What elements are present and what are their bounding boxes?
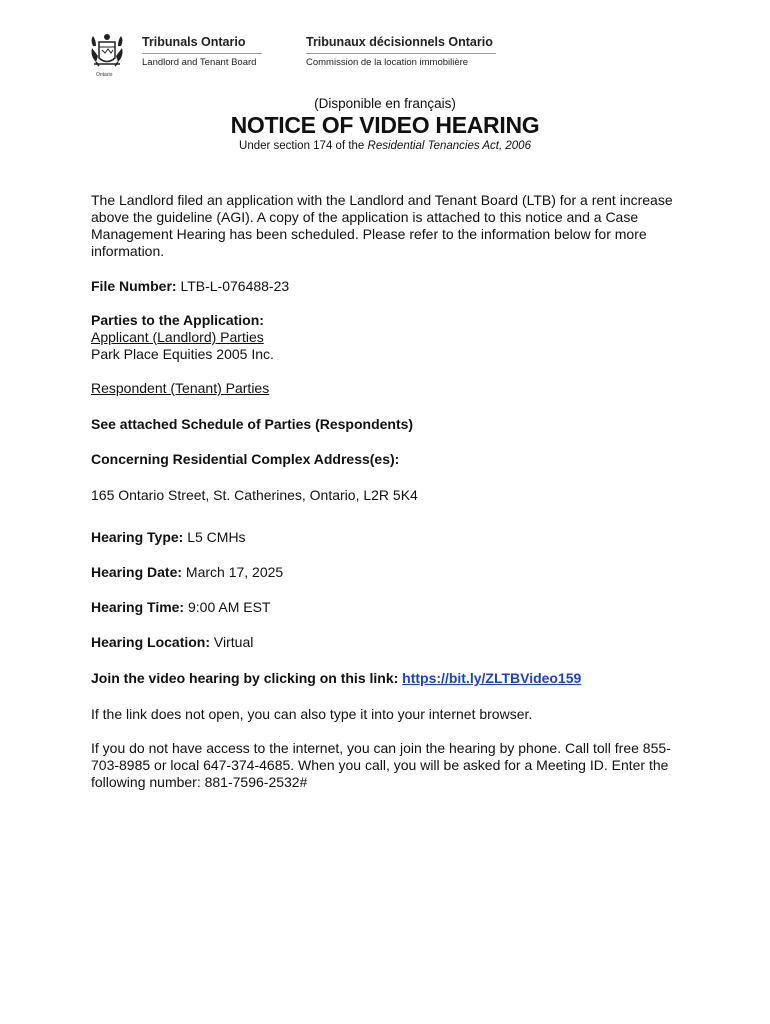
respondent-heading: Respondent (Tenant) Parties <box>91 380 270 396</box>
file-number-value: LTB-L-076488-23 <box>180 278 290 294</box>
hearing-time-row <box>91 599 691 616</box>
notice-title: NOTICE OF VIDEO HEARING <box>230 112 540 138</box>
join-row <box>91 670 691 687</box>
french-availability-note: (Disponible en français) <box>314 96 456 111</box>
crest-caption: Ontario <box>96 72 113 78</box>
address-heading: Concerning Residential Complex Address(es): <box>91 451 400 467</box>
parties-heading: Parties to the Application: <box>91 312 264 328</box>
org-rule-en <box>142 53 262 54</box>
subtitle-prefix: Under section 174 of the <box>239 140 368 152</box>
hearing-location-value: Virtual <box>213 634 254 650</box>
schedule-note: See attached Schedule of Parties (Respondents) <box>91 416 414 432</box>
link-note-row <box>91 706 691 723</box>
hearing-type-label: Hearing Type: <box>91 529 184 545</box>
notice-subtitle <box>0 140 770 152</box>
parties-section <box>91 312 691 363</box>
hearing-date-row <box>91 564 691 581</box>
video-hearing-link[interactable]: https://bit.ly/ZLTBVideo159 <box>402 670 582 686</box>
org-title-en: Tribunals Ontario <box>142 35 246 49</box>
intro-paragraph <box>91 192 691 260</box>
hearing-type-value: L5 CMHs <box>187 529 246 545</box>
file-number-label: File Number: <box>91 278 177 294</box>
applicant-heading: Applicant (Landlord) Parties <box>91 329 264 345</box>
hearing-time-value: 9:00 AM EST <box>188 599 271 615</box>
address-heading-row <box>91 451 691 468</box>
hearing-time-label: Hearing Time: <box>91 599 185 615</box>
org-rule-fr <box>306 53 496 54</box>
hearing-date-label: Hearing Date: <box>91 564 183 580</box>
file-number <box>91 278 691 295</box>
hearing-type-row <box>91 529 691 546</box>
hearing-location-label: Hearing Location: <box>91 634 211 650</box>
phone-note-row <box>91 740 691 791</box>
join-label: Join the video hearing by clicking on this link: <box>91 670 399 686</box>
subtitle-act: Residential Tenancies Act, 2006 <box>367 140 531 152</box>
org-title-fr: Tribunaux décisionnels Ontario <box>306 35 493 49</box>
link-note: If the link does not open, you can also type it into your internet browser. <box>91 706 533 722</box>
letterhead <box>88 32 508 82</box>
intro-text: The Landlord filed an application with the Landlord and Tenant Board (LTB) for a rent increase above the guideline (AGI). A copy of the application is attached to this notice and a Case Management Hearing has been scheduled. Please refer to the information below for more information. <box>91 192 673 259</box>
org-subtitle-en: Landlord and Tenant Board <box>142 57 257 68</box>
address-row <box>91 487 691 504</box>
org-block-en <box>142 35 262 68</box>
org-block-fr <box>306 35 496 68</box>
hearing-date-value: March 17, 2025 <box>185 564 284 580</box>
applicant-name: Park Place Equities 2005 Inc. <box>91 346 274 362</box>
address-value: 165 Ontario Street, St. Catherines, Ontario, L2R 5K4 <box>91 487 418 503</box>
org-subtitle-fr: Commission de la location immobilière <box>306 57 469 68</box>
schedule-note-row <box>91 416 691 433</box>
phone-note: If you do not have access to the internet, you can join the hearing by phone. Call toll free 855-703-8985 or local 647-374-4685. When you call, you will be asked for a Meeting ID. Enter the following number: 881-7596-2532# <box>91 740 671 790</box>
hearing-location-row <box>91 634 691 651</box>
respondent-heading-row <box>91 380 691 397</box>
